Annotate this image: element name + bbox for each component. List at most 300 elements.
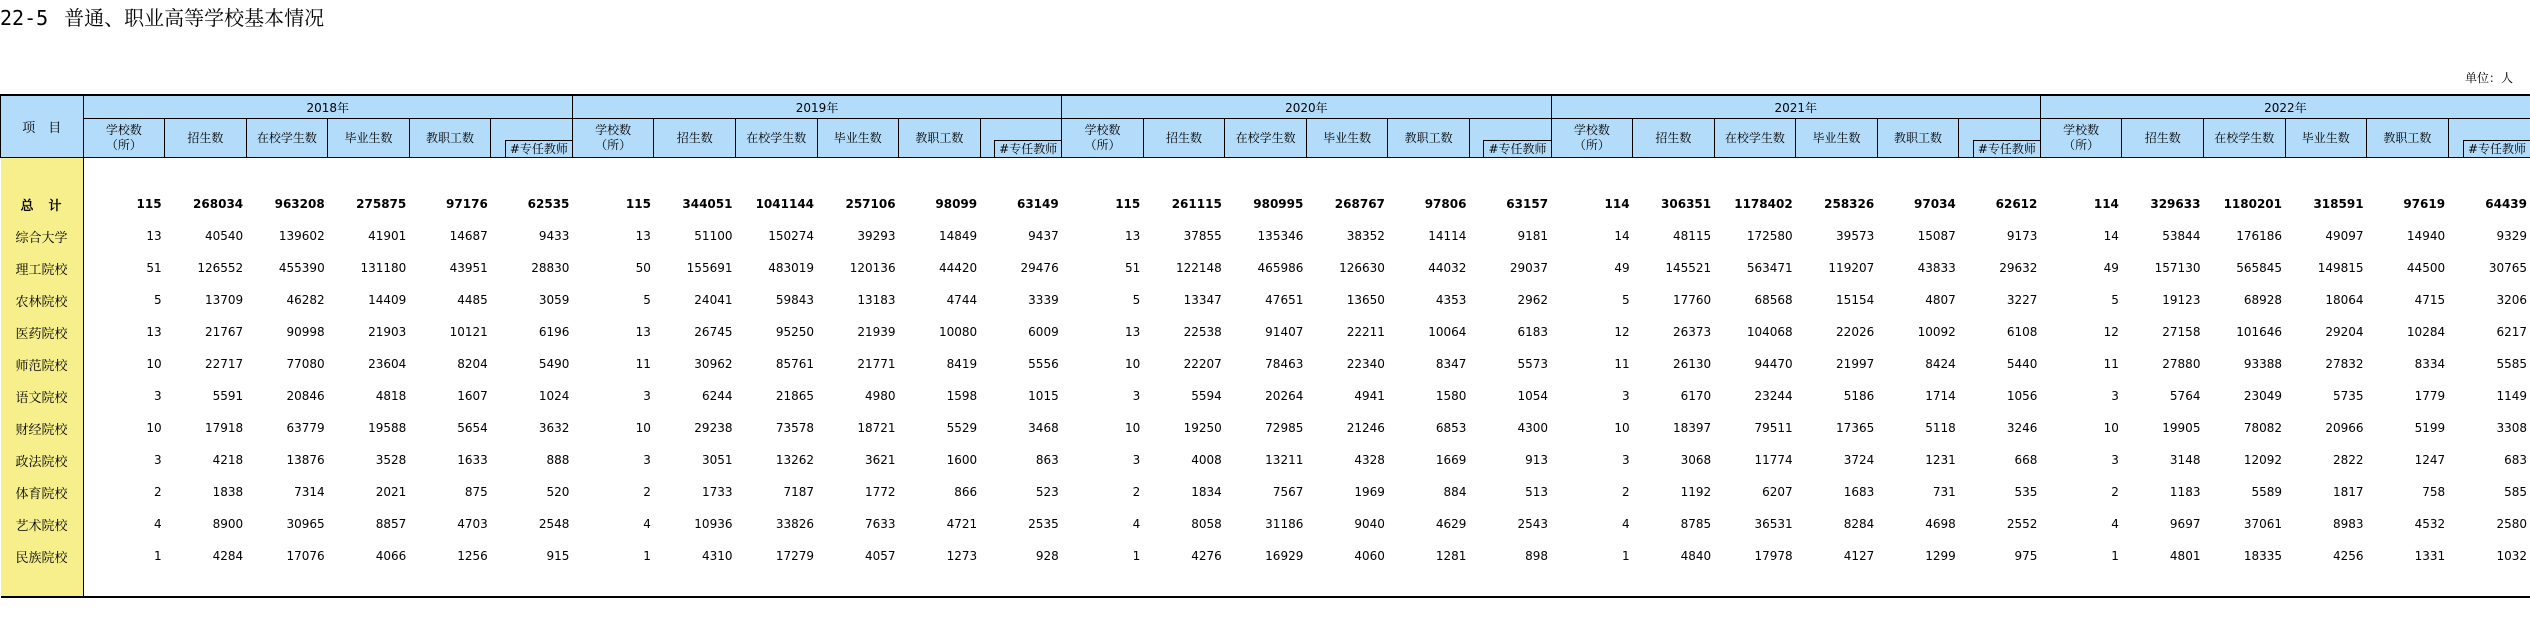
data-cell: 731: [1932, 485, 1956, 499]
year-header: 2021年: [1551, 95, 2040, 119]
data-cell: 4629: [1435, 517, 1467, 531]
data-cell: 64439: [2485, 197, 2527, 211]
data-cell: 68928: [2243, 293, 2283, 307]
data-cell: 62612: [1995, 197, 2038, 211]
empty-cell: [328, 158, 410, 189]
empty-cell: [899, 572, 981, 597]
data-cell: 29476: [1020, 261, 1059, 275]
data-cell: 131180: [360, 261, 407, 275]
data-cell: 4057: [865, 549, 896, 563]
data-cell: 513: [1525, 485, 1549, 499]
data-cell: 565845: [2236, 261, 2283, 275]
data-cell: 24041: [694, 293, 733, 307]
data-cell: 257106: [845, 197, 896, 211]
data-cell: 9437: [1028, 229, 1059, 243]
data-cell: 21903: [368, 325, 407, 339]
empty-cell: [1469, 158, 1551, 189]
data-cell: 10: [2103, 421, 2119, 435]
data-cell: 13709: [204, 293, 244, 307]
data-cell: 51: [146, 261, 162, 275]
row-label: 总 计: [1, 188, 84, 220]
data-cell: 1817: [2333, 485, 2364, 499]
data-cell: 2: [643, 485, 651, 499]
data-cell: 10936: [694, 517, 733, 531]
data-cell: 7633: [865, 517, 896, 531]
data-cell: 884: [1443, 485, 1467, 499]
data-cell: 4744: [946, 293, 978, 307]
empty-cell: [1469, 572, 1551, 597]
data-cell: 21997: [1836, 357, 1875, 371]
data-cell: 306351: [1661, 197, 1712, 211]
empty-cell: [1225, 158, 1307, 189]
sub-header: 招生数: [654, 119, 736, 158]
data-cell: 10: [146, 421, 162, 435]
data-cell: 898: [1525, 549, 1549, 563]
sub-header: 招生数: [1143, 119, 1225, 158]
data-cell: 3: [643, 389, 651, 403]
data-cell: 7567: [1272, 485, 1304, 499]
row-label-spacer: [1, 572, 84, 597]
unit-label: 单位：人: [2464, 71, 2513, 85]
data-cell: 2021: [375, 485, 407, 499]
sub-header: 学校数 （所）: [572, 119, 654, 158]
data-cell: 53844: [2162, 229, 2201, 243]
data-cell: 3246: [2006, 421, 2038, 435]
data-cell: 6207: [1762, 485, 1793, 499]
data-cell: 1733: [701, 485, 733, 499]
data-cell: 3: [153, 389, 162, 403]
data-cell: 14: [1614, 229, 1630, 243]
data-cell: 8983: [2333, 517, 2364, 531]
sub-header-label: #专任教师: [2463, 140, 2530, 157]
sub-header-full-time-teachers: [1959, 119, 2041, 158]
data-cell: 913: [1525, 453, 1549, 467]
sub-header: 教职工数: [1388, 119, 1470, 158]
data-cell: 975: [2014, 549, 2038, 563]
data-cell: 68568: [1754, 293, 1793, 307]
data-cell: 14409: [368, 293, 407, 307]
data-cell: 3059: [538, 293, 570, 307]
data-cell: 59843: [775, 293, 815, 307]
data-cell: 98099: [935, 197, 978, 211]
empty-cell: [491, 158, 573, 189]
data-cell: 22538: [1183, 325, 1222, 339]
sub-header-label: #专任教师: [505, 140, 572, 157]
data-cell: 8424: [1925, 357, 1956, 371]
data-cell: 1192: [1680, 485, 1712, 499]
data-cell: 6244: [701, 389, 733, 403]
data-cell: 20846: [286, 389, 325, 403]
data-cell: 5440: [2006, 357, 2038, 371]
data-cell: 63779: [286, 421, 325, 435]
data-cell: 157130: [2154, 261, 2201, 275]
data-cell: 1580: [1435, 389, 1467, 403]
data-cell: 33826: [775, 517, 815, 531]
row-label: 财经院校: [1, 412, 84, 444]
data-cell: 275875: [356, 197, 407, 211]
data-cell: 4941: [1354, 389, 1385, 403]
data-cell: 4: [1132, 517, 1141, 531]
data-cell: 14940: [2406, 229, 2446, 243]
data-cell: 49: [1614, 261, 1630, 275]
data-cell: 4276: [1191, 549, 1222, 563]
sub-header: 毕业生数: [1796, 119, 1878, 158]
empty-cell: [1388, 158, 1470, 189]
empty-cell: [1959, 572, 2041, 597]
data-cell: 1056: [2006, 389, 2038, 403]
data-cell: 114: [1604, 197, 1630, 211]
row-label: 语文院校: [1, 380, 84, 412]
data-cell: 13347: [1183, 293, 1222, 307]
data-cell: 563471: [1746, 261, 1793, 275]
data-cell: 344051: [682, 197, 733, 211]
data-cell: 155691: [686, 261, 733, 275]
data-cell: 4008: [1191, 453, 1222, 467]
data-cell: 3051: [701, 453, 733, 467]
data-cell: 10: [146, 357, 162, 371]
data-cell: 27158: [2162, 325, 2201, 339]
data-cell: 5: [1132, 293, 1141, 307]
table-row: [1, 252, 2530, 284]
row-label: 师范院校: [1, 348, 84, 380]
data-cell: 2: [2111, 485, 2119, 499]
empty-cell: [2203, 158, 2285, 189]
data-cell: 5591: [212, 389, 244, 403]
data-cell: 13: [635, 229, 651, 243]
data-cell: 8857: [375, 517, 407, 531]
data-cell: 14: [2103, 229, 2119, 243]
data-cell: 93388: [2243, 357, 2283, 371]
data-cell: 119207: [1828, 261, 1875, 275]
sub-header: 在校学生数: [2203, 119, 2285, 158]
sub-header: 毕业生数: [1306, 119, 1388, 158]
data-cell: 17918: [204, 421, 244, 435]
data-cell: 3: [1621, 389, 1630, 403]
data-cell: 4532: [2414, 517, 2446, 531]
data-cell: 14687: [449, 229, 488, 243]
data-cell: 14849: [938, 229, 978, 243]
data-cell: 5594: [1191, 389, 1222, 403]
data-cell: 866: [954, 485, 978, 499]
data-cell: 115: [136, 197, 162, 211]
data-cell: 3339: [1028, 293, 1059, 307]
data-cell: 4066: [375, 549, 407, 563]
data-cell: 126630: [1339, 261, 1385, 275]
data-cell: 1598: [946, 389, 978, 403]
data-cell: 863: [1035, 453, 1059, 467]
data-cell: 30962: [694, 357, 733, 371]
data-cell: 1: [1621, 549, 1630, 563]
empty-cell: [246, 572, 328, 597]
data-cell: 10: [1124, 357, 1141, 371]
item-header: 项 目: [1, 95, 84, 158]
empty-cell: [246, 158, 328, 189]
data-cell: 176186: [2236, 229, 2283, 243]
row-label: 农林院校: [1, 284, 84, 316]
page-title: [0, 4, 324, 32]
empty-cell: [1143, 158, 1225, 189]
data-cell: 8284: [1843, 517, 1875, 531]
table-row: [1, 540, 2530, 572]
sub-header: 毕业生数: [2285, 119, 2367, 158]
data-cell: 4840: [1680, 549, 1712, 563]
data-cell: 1: [153, 549, 162, 563]
data-cell: 10: [1614, 421, 1630, 435]
data-cell: 6183: [1517, 325, 1549, 339]
data-cell: 9181: [1517, 229, 1549, 243]
row-label: 体育院校: [1, 476, 84, 508]
empty-cell: [1714, 572, 1796, 597]
data-cell: 39293: [857, 229, 896, 243]
data-cell: 1231: [1925, 453, 1956, 467]
data-cell: 19905: [2162, 421, 2201, 435]
data-cell: 13876: [286, 453, 325, 467]
data-cell: 4: [643, 517, 651, 531]
data-cell: 5556: [1028, 357, 1059, 371]
sub-header: 招生数: [165, 119, 247, 158]
table-number: 22-5: [0, 6, 49, 30]
data-cell: 26130: [1672, 357, 1712, 371]
table-row: [1, 444, 2530, 476]
empty-cell: [2367, 158, 2449, 189]
data-cell: 126552: [197, 261, 244, 275]
data-cell: 5654: [457, 421, 488, 435]
row-label: 民族院校: [1, 540, 84, 572]
data-cell: 5186: [1843, 389, 1875, 403]
row-label: 综合大学: [1, 220, 84, 252]
data-cell: 44500: [2406, 261, 2446, 275]
empty-cell: [1551, 572, 1633, 597]
data-cell: 27832: [2325, 357, 2364, 371]
empty-cell: [735, 158, 817, 189]
data-cell: 78463: [1265, 357, 1304, 371]
data-cell: 21767: [204, 325, 244, 339]
data-cell: 8058: [1191, 517, 1222, 531]
data-cell: 23604: [368, 357, 407, 371]
data-cell: 94470: [1754, 357, 1793, 371]
data-cell: 90998: [286, 325, 325, 339]
data-cell: 10080: [938, 325, 978, 339]
data-cell: 3: [1621, 453, 1630, 467]
data-cell: 4310: [701, 549, 733, 563]
data-cell: 97806: [1424, 197, 1467, 211]
data-cell: 5199: [2414, 421, 2446, 435]
total-row: [1, 188, 2530, 220]
data-cell: 4284: [212, 549, 244, 563]
data-cell: 8347: [1435, 357, 1467, 371]
data-cell: 12: [2103, 325, 2119, 339]
data-cell: 50: [635, 261, 651, 275]
data-cell: 1331: [2414, 549, 2446, 563]
year-header: 2018年: [83, 95, 572, 119]
data-cell: 19123: [2162, 293, 2201, 307]
empty-cell: [2285, 158, 2367, 189]
data-cell: 915: [546, 549, 570, 563]
data-cell: 10121: [449, 325, 488, 339]
data-cell: 6009: [1028, 325, 1059, 339]
data-cell: 8334: [2414, 357, 2446, 371]
empty-cell: [491, 572, 573, 597]
data-cell: 11: [2103, 357, 2119, 371]
data-cell: 1183: [2169, 485, 2201, 499]
data-cell: 23049: [2243, 389, 2283, 403]
data-cell: 22211: [1346, 325, 1385, 339]
data-cell: 31186: [1265, 517, 1304, 531]
data-cell: 6217: [2496, 325, 2527, 339]
empty-cell: [1714, 158, 1796, 189]
data-cell: 16929: [1265, 549, 1304, 563]
data-cell: 149815: [2317, 261, 2364, 275]
data-cell: 4721: [946, 517, 978, 531]
data-cell: 51100: [694, 229, 733, 243]
sub-header: 在校学生数: [1225, 119, 1307, 158]
data-cell: 4: [2111, 517, 2119, 531]
data-cell: 21865: [775, 389, 815, 403]
empty-cell: [2040, 158, 2122, 189]
data-cell: 2552: [2006, 517, 2038, 531]
sub-header: 毕业生数: [817, 119, 899, 158]
row-label: 理工院校: [1, 252, 84, 284]
data-cell: 2: [1132, 485, 1141, 499]
data-cell: 49: [2103, 261, 2119, 275]
table-row: [1, 348, 2530, 380]
data-cell: 1: [2111, 549, 2119, 563]
data-cell: 13: [146, 325, 162, 339]
data-cell: 1180201: [2223, 197, 2283, 211]
data-cell: 455390: [278, 261, 325, 275]
data-cell: 4715: [2414, 293, 2446, 307]
data-cell: 44032: [1428, 261, 1467, 275]
data-cell: 1969: [1354, 485, 1385, 499]
data-cell: 37061: [2243, 517, 2283, 531]
empty-cell: [2448, 572, 2530, 597]
data-cell: 1779: [2414, 389, 2446, 403]
data-cell: 95250: [775, 325, 815, 339]
empty-cell: [1796, 158, 1878, 189]
empty-cell: [654, 572, 736, 597]
data-cell: 23244: [1754, 389, 1793, 403]
data-cell: 1281: [1435, 549, 1467, 563]
data-cell: 1683: [1843, 485, 1875, 499]
year-header: 2022年: [2040, 95, 2530, 119]
data-cell: 7187: [783, 485, 815, 499]
data-cell: 78082: [2243, 421, 2283, 435]
data-cell: 3: [643, 453, 651, 467]
data-cell: 329633: [2150, 197, 2201, 211]
data-cell: 3621: [865, 453, 896, 467]
table-row: [1, 316, 2530, 348]
data-cell: 928: [1035, 549, 1059, 563]
empty-cell: [1877, 158, 1959, 189]
empty-cell: [165, 572, 247, 597]
data-cell: 145521: [1665, 261, 1712, 275]
data-cell: 77080: [286, 357, 325, 371]
data-cell: 4980: [865, 389, 896, 403]
data-cell: 1834: [1191, 485, 1222, 499]
sub-header: 学校数 （所）: [83, 119, 165, 158]
data-cell: 5529: [946, 421, 978, 435]
data-cell: 4328: [1354, 453, 1385, 467]
data-cell: 2580: [2496, 517, 2527, 531]
data-cell: 3: [2111, 389, 2119, 403]
data-cell: 19588: [368, 421, 407, 435]
empty-cell: [735, 572, 817, 597]
data-cell: 17076: [286, 549, 325, 563]
data-cell: 3148: [2169, 453, 2201, 467]
data-cell: 13211: [1265, 453, 1304, 467]
data-cell: 1015: [1028, 389, 1059, 403]
data-cell: 12092: [2243, 453, 2283, 467]
data-cell: 11: [635, 357, 651, 371]
empty-cell: [2040, 572, 2122, 597]
data-cell: 20264: [1265, 389, 1304, 403]
data-cell: 9173: [2006, 229, 2038, 243]
sub-header: 教职工数: [899, 119, 981, 158]
data-cell: 1669: [1435, 453, 1467, 467]
data-cell: 9040: [1354, 517, 1385, 531]
sub-header-full-time-teachers: [491, 119, 573, 158]
data-cell: 139602: [278, 229, 325, 243]
empty-cell: [2448, 158, 2530, 189]
data-cell: 2535: [1028, 517, 1059, 531]
data-cell: 17760: [1672, 293, 1712, 307]
data-cell: 10064: [1428, 325, 1467, 339]
data-cell: 5: [1621, 293, 1630, 307]
data-cell: 18721: [857, 421, 896, 435]
data-cell: 38352: [1346, 229, 1385, 243]
data-cell: 2962: [1517, 293, 1549, 307]
data-cell: 1772: [865, 485, 896, 499]
data-cell: 18064: [2325, 293, 2364, 307]
data-cell: 1149: [2496, 389, 2527, 403]
data-cell: 63149: [1016, 197, 1059, 211]
sub-header: 招生数: [2122, 119, 2204, 158]
sub-header: 在校学生数: [246, 119, 328, 158]
empty-cell: [2122, 572, 2204, 597]
empty-cell: [328, 572, 410, 597]
data-cell: 3632: [538, 421, 570, 435]
data-cell: 114: [2093, 197, 2119, 211]
data-cell: 36531: [1754, 517, 1793, 531]
data-cell: 150274: [768, 229, 815, 243]
sub-header: 教职工数: [1877, 119, 1959, 158]
sub-header: 教职工数: [2367, 119, 2449, 158]
sub-header-label: #专任教师: [1973, 140, 2040, 157]
data-cell: 40540: [204, 229, 244, 243]
table-row: [1, 220, 2530, 252]
sub-header: 毕业生数: [328, 119, 410, 158]
data-cell: 4801: [2169, 549, 2201, 563]
data-cell: 268034: [193, 197, 244, 211]
data-cell: 1273: [946, 549, 978, 563]
spacer-row: [1, 158, 2530, 189]
empty-cell: [1633, 572, 1715, 597]
data-cell: 17279: [775, 549, 815, 563]
data-cell: 5490: [538, 357, 570, 371]
data-cell: 97619: [2403, 197, 2446, 211]
data-cell: 1607: [457, 389, 488, 403]
table-row: [1, 284, 2530, 316]
data-cell: 3724: [1843, 453, 1875, 467]
data-cell: 9433: [538, 229, 570, 243]
data-cell: 12: [1614, 325, 1630, 339]
data-cell: 258326: [1824, 197, 1875, 211]
data-cell: 18335: [2243, 549, 2283, 563]
sub-header-full-time-teachers: [1469, 119, 1551, 158]
data-cell: 268767: [1334, 197, 1385, 211]
data-cell: 10284: [2406, 325, 2446, 339]
sub-header: 招生数: [1633, 119, 1715, 158]
